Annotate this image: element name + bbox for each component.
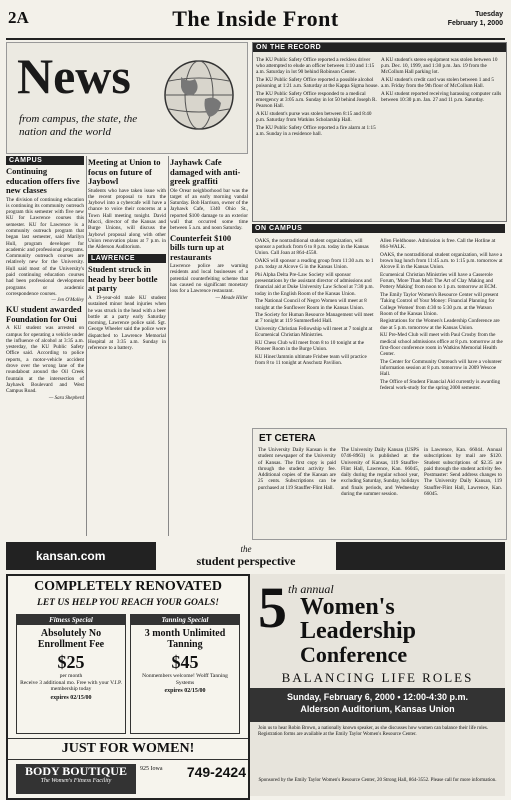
et-cetera-box — [252, 428, 507, 540]
on-campus-box — [252, 224, 505, 424]
fitness-expiry: expires 02/15/00 — [50, 694, 92, 701]
conference-leadership: Leadership — [300, 618, 417, 644]
campus-section-label: CAMPUS — [6, 156, 84, 165]
boutique-tagline: The Women's Fitness Facility — [40, 778, 112, 784]
story-headline: Counterfeit $100 bills turn up at restaurants — [170, 232, 232, 262]
conference-womens: Women's — [300, 594, 395, 620]
news-title: News — [17, 48, 131, 104]
lawrence-section-label: LAWRENCE — [88, 254, 166, 263]
issue-date — [448, 10, 503, 28]
story-body: Lawrence police are warning residents and local businesses of a potential counterfeiting scheme that has caused no significant monetary loss for a Lawrence restaurant. — [170, 263, 248, 295]
globe-icon — [159, 51, 239, 143]
event-item: The National Council of Negro Women will meet at 8 tonight at the Sunflower Room in the Kansas Union. — [255, 298, 367, 311]
oncampus-section-label: ON CAMPUS — [252, 224, 505, 233]
oncampus-list-right — [380, 238, 503, 393]
event-item: The Society for Human Resource Management will meet at 7 tonight at 119 Summerfield Hall. — [255, 312, 374, 325]
campus-column-3 — [170, 156, 248, 536]
kansan-url: kansan.com — [36, 549, 106, 563]
event-item: Allen Fieldhouse. Admission is free. Call the Hotline at 864-WALK. — [380, 238, 496, 251]
conference-theme: BALANCING LIFE ROLES — [281, 670, 474, 685]
record-list-right — [381, 57, 504, 105]
news-subtitle: from campus, the state, the nation and the world — [19, 113, 138, 138]
issue-date-text: February 1, 2000 — [447, 20, 503, 27]
conference-date: Sunday, February 6, 2000 • 12:00-4:30 p.m. — [286, 692, 469, 702]
story-body: A KU student was arrested on campus for operating a vehicle under the influence of alcohol at 3:35 a.m. yesterday, the KU Public Safety Office said. According to police reports, a motor-vehicle accident drove over the wrong lane of the roundabout around the Oil Creek fountain at the intersection of Jayhawk Boulevard and West Campus Road. — [6, 325, 84, 395]
campus-column-2 — [88, 156, 166, 536]
story-headline: KU student awarded Foundation for Oui — [6, 304, 82, 324]
record-item: A KU student reported receiving harassing computer calls between 10:30 p.m. Jan. 27 and 11 p.m. Saturday. — [381, 91, 502, 104]
issue-day: Tuesday — [475, 11, 503, 18]
record-list-left — [256, 57, 379, 139]
event-item: OAKS, the nontraditional student organization, will have a brown bag lunch from 11:45 a.m. to 1:15 p.m. tomorrow at Alcove E in the Kansas Union. — [380, 251, 503, 271]
event-item: The Center for Community Outreach will have a volunteer information session at 8 p.m. tomorrow in 2009 Wescoe Hall. — [380, 358, 502, 378]
event-item: University Christian Fellowship will meet at 7 tonight at Ecumenical Christian Ministries. — [255, 326, 373, 339]
conference-description: Join us to hear Robin Brown, a nationally known speaker, as she discusses how women can balance their life roles. Registration forms are available at the Emily Taylor Women's Resource Center. — [258, 726, 489, 737]
tanning-offer: 3 month Unlimited Tanning — [144, 628, 226, 650]
etc-title: ET CETERA — [259, 433, 316, 444]
event-item: Registrations for the Women's Leadership Conference are due at 5 p.m. tomorrow at the Kansas Union. — [380, 318, 500, 331]
just-for-women: JUST FOR WOMEN! — [8, 738, 248, 760]
event-item: The Emily Taylor Women's Resource Center will present 'Taking Control of Your Money: Financial Planning for College Women' from 4:30 to 5:30 p.m. at the Watson Room of the Kansas Union. — [380, 292, 499, 317]
conference-sponsor: Sponsored by the Emily Taylor Women's Resource Center, 20 Strong Hall, 864-3552. Please call for more information. — [258, 778, 497, 783]
record-item: A KU student's credit card was stolen between 1 and 5 a.m. Friday from the 9th floor of McCollum Hall. — [381, 77, 495, 90]
tanning-expiry: expires 02/15/00 — [164, 688, 206, 694]
news-header — [6, 42, 248, 154]
oncampus-list-left — [255, 238, 378, 368]
fitness-unit: per month — [59, 673, 83, 679]
boutique-address: 925 Iowa — [140, 766, 163, 772]
conference-word: Conference — [300, 642, 408, 667]
annual-number: 5 — [258, 575, 287, 640]
student-perspective-logo — [156, 542, 336, 570]
section-title: The Inside Front — [172, 6, 339, 31]
record-section-label: ON THE RECORD — [253, 43, 506, 52]
record-item: The KU Public Safety Office responded to a medical emergency at 3:05 a.m. Sunday in lot 50 behind Joseph R. Pearson Hall. — [256, 91, 377, 110]
event-item: KU Hiner/Jammin ultimate Frisbee team will practice from 8 to 11 tonight at Anschutz Pavilion. — [255, 353, 367, 367]
womens-leadership-ad — [250, 574, 505, 796]
body-boutique-ad — [6, 574, 250, 800]
persp-title: student perspective — [196, 554, 296, 568]
event-item: OAKS, the nontraditional student organization, will sponsor a potluck from 6 to 8 p.m. today in the Kansas Union. Call Joan at 864-4558. — [255, 238, 369, 257]
story-body: A 19-year-old male KU student sustained minor head injuries when he was struck in the head with a beer bottle at a party early Saturday morning, Lawrence police said. Sgt. George Wheeler said the police were dispatched to Lawrence Memorial Hospital at 3:35 a.m. Sunday in reference to a battery. — [88, 294, 166, 352]
story-headline: Jayhawk Cafe damaged with anti-greek graffiti — [170, 157, 241, 186]
tanning-tag: Tanning Special — [131, 615, 239, 625]
record-item: A KU student's stereo equipment was stolen between 10 p.m. Dec. 10, 1999, and 1:30 p.m. Jan. 19 from the McCollum Hall parking lot. — [381, 57, 498, 76]
event-item: KU Pre-Med Club will meet with Paul Crosby from the medical school admissions office at 8 p.m. tomorrow at the first-floor conference room in Watkins Memorial Health Center. — [380, 332, 503, 357]
persp-the: the — [240, 544, 252, 554]
record-item: The KU Public Safety Office reported a fire alarm at 1:15 a.m. Sunday in a residence hall. — [256, 125, 376, 138]
story-byline: — Sara Shepherd — [48, 395, 84, 401]
tanning-price: $45 — [171, 652, 199, 672]
kansan-banner — [6, 542, 505, 570]
boutique-phone: 749-2424 — [186, 764, 246, 780]
fitness-tag: Fitness Special — [17, 615, 125, 625]
boutique-footer — [16, 764, 246, 794]
event-item: Ecumenical Christian Ministries will have a Casserole Forum, 'More Than Mud: The Art of Clay Making and Pottery Making' from noon to 1 p.m. tomorrow at ECM. — [380, 272, 497, 291]
etc-column: in Lawrence, Kan. 66044. Annual subscriptions by mail are $120. Student subscriptions of $2.35 are paid through the student activity fee. Postmaster: Send address changes to The University Daily Kansan, 119 Stauffer-Flint Hall, Lawrence, Kan. 66045. — [424, 447, 502, 498]
page-number: 2A — [8, 8, 29, 27]
event-item: OAKS will sponsor a reading group from 11:30 a.m. to 1 p.m. today at Alcove G in the Kansas Union. — [255, 258, 374, 271]
story-headline: Student struck in head by beer bottle at party — [88, 264, 158, 294]
campus-column — [6, 156, 84, 536]
tanning-special-box — [130, 614, 240, 734]
story-byline: — Meade Hiller — [215, 295, 248, 301]
annual-label: th annual — [288, 582, 334, 596]
event-item: KU Chess Club will meet from 8 to 10 tonight at the Pioneer Room in the Burge Union. — [255, 340, 365, 353]
boutique-logo — [16, 764, 136, 794]
story-body: Students who have taken issue with the recent proposal to turn the Jaybowl into a cybercafe will have a chance to voice their concerns at a Town Hall meeting tonight. David Mucci, director of the Kansas and Burge Unions, will discuss the Jaybowl proposal along with other Union renovation plans at 7 p.m. in the Alderson Auditorium. — [88, 187, 166, 251]
masthead — [6, 4, 505, 40]
column-divider — [86, 156, 87, 536]
boutique-name: BODY BOUTIQUE — [25, 764, 127, 778]
story-body: The division of continuing education is continuing its community outreach program this semester with five new KU for Lawrence courses this semester. KU for Lawrence is a community outreach program that began last semester, said Marilyn Hull, program developer for academic and professional programs. Community outreach courses are relatively new for the University. Hull said most of the University's paid continuing education courses had been professional development programs or academic correspondence courses. — [6, 196, 84, 297]
conference-details — [250, 688, 505, 722]
event-item: The Office of Student Financial Aid currently is awarding federal work-study for the spring 2000 semester. — [380, 378, 501, 391]
fitness-note: Receive 3 additional mo. Free with your V.I.P. membership today — [20, 679, 122, 692]
story-headline: Meeting at Union to focus on future of Jaybowl — [88, 157, 161, 186]
conference-venue: Alderson Auditorium, Kansas Union — [300, 704, 455, 714]
story-body: Ole Orear neighborhood bar was the target of an early morning vandal Saturday. Bob Harrison, owner of the Jayhawk Cafe, 1340 Ohio St., reported $100 damage to an exterior wall that occurred some time between 5 a.m. and noon Saturday. — [170, 187, 248, 232]
etc-column: The University Daily Kansan (USPS 0746-8963) is published at the University of Kansas, 119 Stauffer-Flint Hall, Lawrence, Kan. 66045, daily during the regular school year, excluding Saturday, Sunday, holidays and finals periods, and Wednesday during the summer session. — [341, 447, 419, 498]
etc-column: The University Daily Kansan is the student newspaper of the University of Kansas. The first copy is paid through the student activity fee. Additional copies of the Kansan are 25 cents. Subscriptions can be purchased at 119 Stauffer-Flint Hall. — [258, 447, 336, 491]
fitness-price: $25 — [57, 652, 85, 672]
record-item: The KU Public Safety Office reported a possible alcohol poisoning at 1:21 a.m. Saturday at the Kappa Sigma house. — [256, 77, 379, 90]
fitness-special-box — [16, 614, 126, 734]
record-item: A KU student's purse was stolen between 8:15 and 8:40 p.m. Saturday from Watkins Scholarship Hall. — [256, 111, 372, 124]
on-the-record-box — [252, 42, 507, 222]
story-byline: — Jen O'Malley — [51, 298, 84, 304]
record-item: The KU Public Safety Office reported a reckless driver who attempted to elude an officer between 1:10 and 1:15 a.m. Saturday in lot 90 behind Robinson Center. — [256, 57, 375, 76]
fitness-offer: Absolutely No Enrollment Fee — [37, 628, 105, 650]
story-headline: Continuing education offers five new classes — [6, 166, 80, 195]
column-divider — [168, 156, 169, 536]
ad-subheadline: LET US HELP YOU REACH YOUR GOALS! — [37, 598, 219, 608]
event-item: Phi Alpha Delta Pre-Law Society will sponsor presentations by the assistant director of admissions and financial aid at Duke University Law School at 7:30 p.m. today in the English Room of the Kansas Union. — [255, 272, 374, 297]
ad-headline: COMPLETELY RENOVATED — [34, 579, 222, 594]
tanning-note: Nonmembers welcome! Wolff Tanning Systems — [142, 673, 228, 686]
